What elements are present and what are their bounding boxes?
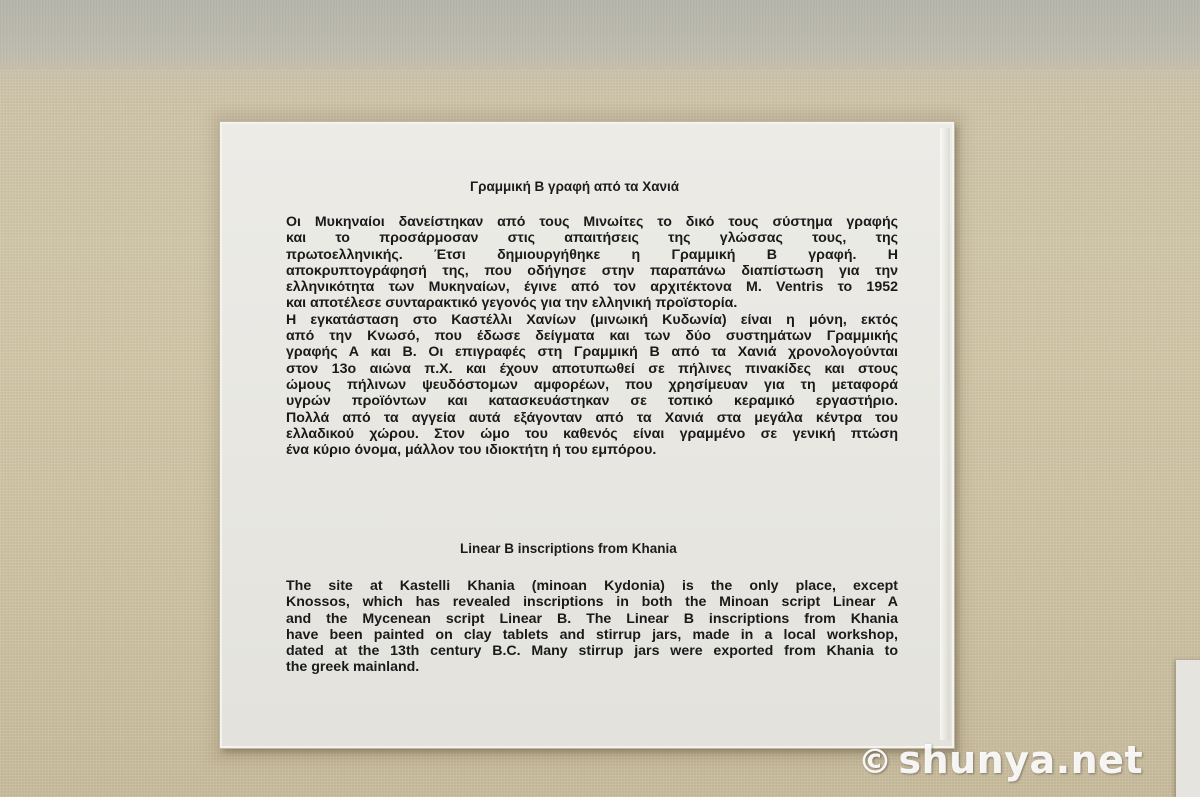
english-line: have been painted on clay tablets and stirrup jars, made in a local workshop, xyxy=(286,626,898,643)
watermark-text: shunya.net xyxy=(898,738,1144,782)
english-line: The site at Kastelli Khania (minoan Kydonia) is the only place, except xyxy=(286,578,898,594)
greek-paragraph xyxy=(286,214,898,458)
english-line: Knossos, which has revealed inscriptions in both the Minoan script Linear A xyxy=(286,594,898,611)
english-line: dated at the 13th century B.C. Many stirrup jars were exported from Khania to xyxy=(286,643,898,660)
watermark xyxy=(858,738,1143,782)
greek-line: και αποτέλεσε συνταρακτικό γεγονός για την ελληνική προϊστορία. xyxy=(286,295,738,312)
greek-line: στον 13ο αιώνα π.Χ. και έχουν αποτυπωθεί σε πήλινες πινακίδες και στους xyxy=(286,360,898,377)
greek-line: πρωτοελληνικής. Έτσι δημιουργήθηκε η Γραμμική Β γραφή. Η xyxy=(286,246,898,263)
greek-line: αποκρυπτογράφησή της, που οδήγησε στην παραπάνω διαπίστωση για την xyxy=(286,262,898,279)
greek-line: ένα κύριο όνομα, μάλλον του ιδιοκτήτη ή του εμπόρου. xyxy=(286,442,657,459)
english-line: and the Mycenean script Linear B. The Linear B inscriptions from Khania xyxy=(286,610,898,627)
english-line: the greek mainland. xyxy=(286,659,420,676)
greek-line: ώμους πήλινων ψευδόστομων αμφορέων, που χρησίμευαν για τη μεταφορά xyxy=(286,376,898,393)
adjacent-plaque-edge xyxy=(1176,660,1200,797)
greek-line: ελληνικότητα των Μυκηναίων, έγινε από τον αρχιτέκτονα Μ. Ventris το 1952 xyxy=(286,279,898,296)
plaque-acrylic-edge xyxy=(940,128,950,740)
greek-line: υγρών προϊόντων και κατασκευάστηκαν σε τοπικό κεραμικό εργαστήριο. xyxy=(286,393,898,410)
greek-line: Η εγκατάσταση στο Καστέλλι Χανίων (μινωική Κυδωνία) είναι η μόνη, εκτός xyxy=(286,311,898,328)
wall-upper-fabric xyxy=(0,0,1200,70)
copyright-icon: © xyxy=(858,742,893,782)
english-paragraph xyxy=(286,578,898,676)
greek-line: ελλαδικού χώρου. Στον ώμο του καθενός είναι γραμμένο σε γενική πτώση xyxy=(286,425,898,442)
greek-line: γραφής Α και Β. Οι επιγραφές στη Γραμμική Β από τα Χανιά χρονολογούνται xyxy=(286,344,898,361)
greek-line: Οι Μυκηναίοι δανείστηκαν από τους Μινωίτες το δικό τους σύστημα γραφής xyxy=(286,214,898,230)
greek-line: από την Κνωσό, που έδωσε δείγματα και των δύο συστημάτων Γραμμικής xyxy=(286,328,898,345)
english-title: Linear B inscriptions from Khania xyxy=(460,541,677,556)
greek-title: Γραμμική Β γραφή από τα Χανιά xyxy=(470,179,680,194)
greek-line: Πολλά από τα αγγεία αυτά εξάγονταν από τα Χανιά στα μεγάλα κέντρα του xyxy=(286,409,898,426)
greek-line: και το προσάρμοσαν στις απαιτήσεις της γλώσσας τους, της xyxy=(286,230,898,247)
